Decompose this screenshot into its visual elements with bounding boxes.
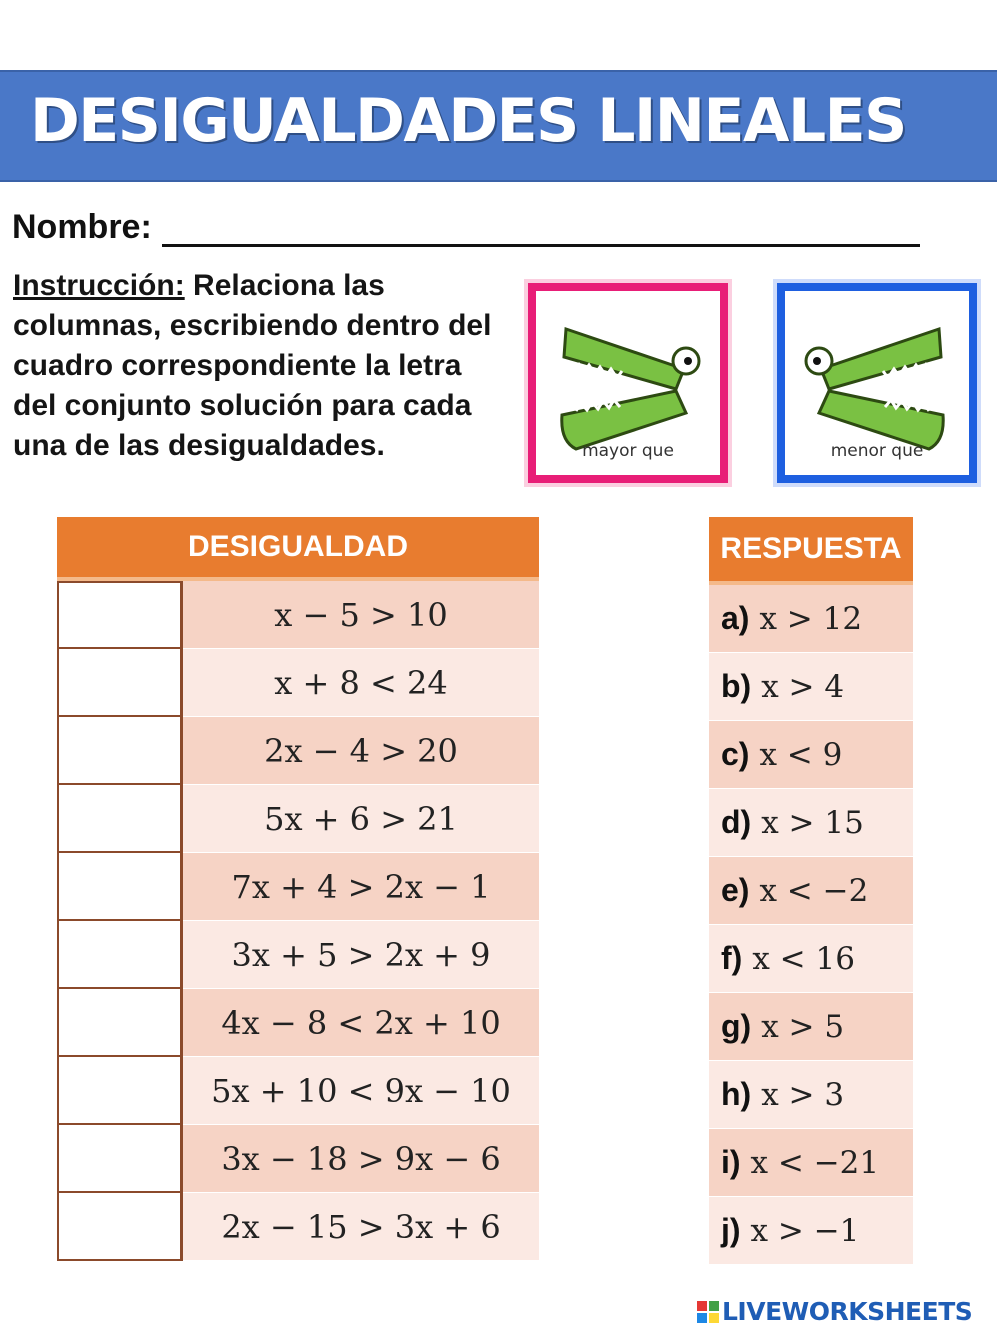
answer-letter: f) [721,940,743,976]
table-row [57,717,539,785]
answer-letter: a) [721,600,750,636]
answers-body [709,585,913,1265]
table-row [709,1129,913,1197]
table-row [57,649,539,717]
instruction-lead: Instrucción: [13,269,185,302]
page-title: DESIGUALDADES LINEALES [30,86,906,156]
inequality-expression: 7x + 4 > 2x − 1 [183,853,539,921]
table-row [709,1061,913,1129]
instruction-body: Relaciona las columnas, escribiendo dentro del cuadro correspondiente la letra del conjunto solución para cada una de las desigualdades. [13,269,492,462]
answer-box[interactable] [57,1057,183,1125]
liveworksheets-mark-icon [697,1301,719,1323]
answer-solution: x > 12 [759,600,863,637]
table-row [709,585,913,653]
answer-letter: h) [721,1076,752,1112]
table-row [709,993,913,1061]
table-row [709,1197,913,1265]
inequality-expression: 3x + 5 > 2x + 9 [183,921,539,989]
table-row [57,1057,539,1125]
answers-table [709,517,913,1265]
table-row [57,853,539,921]
answer-solution: x > 3 [761,1076,845,1113]
greater-than-card [528,283,728,483]
answer-letter: i) [721,1144,741,1180]
liveworksheets-logo [697,1297,972,1326]
answer-solution: x < −21 [750,1144,880,1181]
answer-letter: g) [721,1008,752,1044]
instruction-text [13,266,513,466]
answer-box[interactable] [57,989,183,1057]
table-row [709,925,913,993]
name-label: Nombre: [12,208,152,246]
inequality-expression: 2x − 15 > 3x + 6 [183,1193,539,1261]
answers-header: RESPUESTA [709,517,913,585]
table-row [709,653,913,721]
answer-solution: x > 5 [761,1008,845,1045]
answer-box[interactable] [57,921,183,989]
answer-solution: x < 16 [752,940,855,977]
greater-than-label: mayor que [582,441,674,461]
answer-box[interactable] [57,785,183,853]
answer-box[interactable] [57,853,183,921]
answer-box[interactable] [57,1193,183,1261]
table-row [57,1125,539,1193]
logo-text: LIVEWORKSHEETS [722,1297,973,1326]
answer-solution: x < −2 [759,872,869,909]
title-banner [0,70,997,182]
inequality-expression: 4x − 8 < 2x + 10 [183,989,539,1057]
table-row [57,581,539,649]
inequalities-body [57,581,539,1261]
answer-letter: j) [721,1212,741,1248]
table-row [57,989,539,1057]
table-row [57,785,539,853]
answer-letter: b) [721,668,752,704]
inequality-expression: x − 5 > 10 [183,581,539,649]
answer-box[interactable] [57,581,183,649]
answer-solution: x < 9 [759,736,843,773]
answer-solution: x > −1 [750,1212,860,1249]
inequalities-header: DESIGUALDAD [57,517,539,581]
inequality-expression: 3x − 18 > 9x − 6 [183,1125,539,1193]
less-than-card [777,283,977,483]
inequalities-table [57,517,539,1261]
table-row [709,857,913,925]
inequality-expression: 5x + 6 > 21 [183,785,539,853]
table-row [709,789,913,857]
answer-box[interactable] [57,1125,183,1193]
name-input-line[interactable] [162,212,920,247]
table-row [709,721,913,789]
answer-solution: x > 15 [761,804,864,841]
table-row [57,921,539,989]
answer-letter: d) [721,804,752,840]
inequality-expression: 5x + 10 < 9x − 10 [183,1057,539,1125]
answer-box[interactable] [57,717,183,785]
inequality-expression: 2x − 4 > 20 [183,717,539,785]
inequality-expression: x + 8 < 24 [183,649,539,717]
less-than-label: menor que [830,441,924,461]
answer-solution: x > 4 [761,668,845,705]
answer-letter: e) [721,872,750,908]
answer-letter: c) [721,736,750,772]
answer-box[interactable] [57,649,183,717]
table-row [57,1193,539,1261]
name-field [12,208,920,247]
